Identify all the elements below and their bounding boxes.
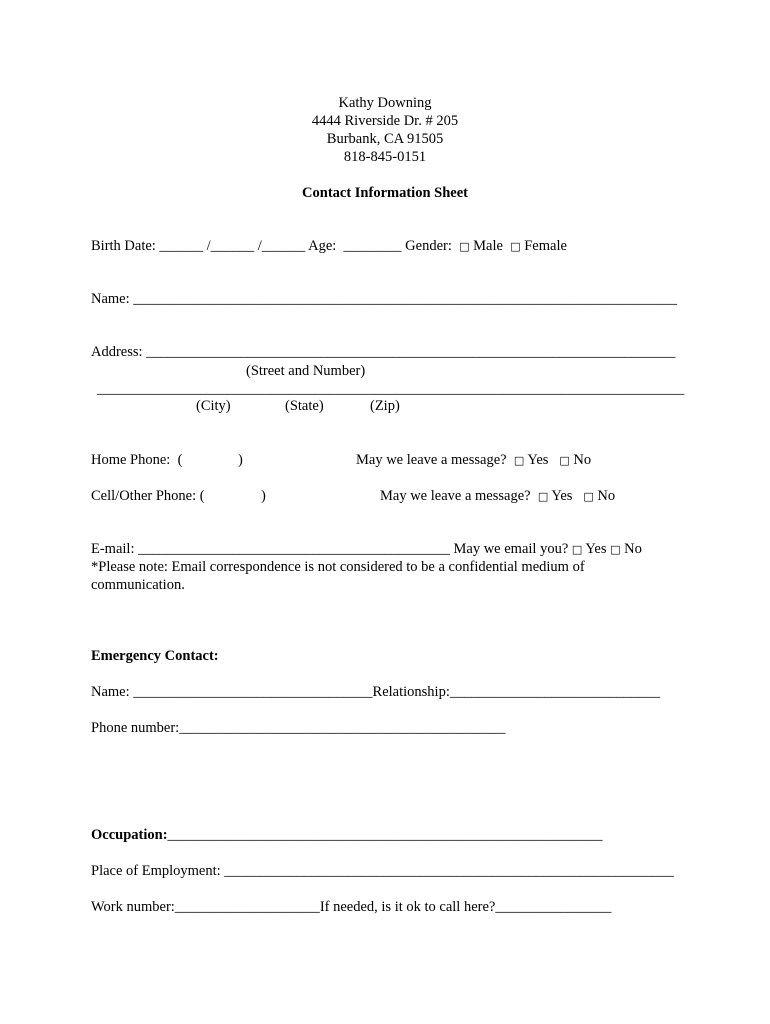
email-no-label: No: [624, 541, 642, 557]
city-hint: (City): [196, 398, 231, 414]
email-question: May we email you?: [453, 541, 569, 557]
email-row: [91, 540, 642, 559]
header-phone: 818-845-0151: [343, 149, 427, 165]
emergency-heading: Emergency Contact:: [91, 648, 219, 664]
occupation-field[interactable]: ____________________________________________________________: [167, 827, 603, 843]
occupation-row: [91, 826, 603, 844]
cell-phone-close: ): [261, 488, 266, 504]
cell-phone-label: Cell/Other Phone: (: [91, 488, 205, 504]
female-checkbox[interactable]: □: [510, 240, 521, 253]
home-message-no-checkbox[interactable]: □: [559, 454, 570, 467]
gender-label: Gender:: [405, 238, 452, 254]
emergency-phone-field[interactable]: Phone number:_____________________________________________: [91, 720, 506, 736]
email-yes-label: Yes: [585, 541, 607, 557]
cell-message-question: May we leave a message?: [380, 488, 531, 504]
birth-age-gender-row: [91, 237, 567, 256]
occupation-label: Occupation:: [91, 827, 168, 843]
header-street: 4444 Riverside Dr. # 205: [311, 113, 459, 129]
emergency-row: [91, 683, 660, 701]
birth-date-field[interactable]: ______ /______ /______: [155, 238, 309, 254]
home-phone-label: Home Phone: (: [91, 452, 183, 468]
cell-message-yes-checkbox[interactable]: □: [537, 490, 549, 503]
zip-hint: (Zip): [370, 398, 400, 414]
birth-date-label: Birth Date:: [91, 238, 156, 254]
male-label: Male: [473, 238, 503, 254]
ok-to-call-field[interactable]: If needed, is it ok to call here?________________: [319, 899, 612, 915]
emergency-name-field[interactable]: Name: _________________________________: [91, 684, 373, 700]
male-checkbox[interactable]: □: [459, 240, 470, 253]
state-hint: (State): [285, 398, 324, 414]
home-message-yes-label: Yes: [527, 452, 549, 468]
city-state-zip-field[interactable]: _________________________________________________________________________________: [97, 381, 685, 397]
header-name: Kathy Downing: [338, 95, 432, 111]
place-of-employment-field[interactable]: Place of Employment: ______________________________________________________________: [91, 863, 674, 879]
work-number-field[interactable]: Work number:____________________: [91, 899, 320, 915]
email-note-line-1: *Please note: Email correspondence is not considered to be a confidential medium of: [91, 559, 585, 575]
email-no-checkbox[interactable]: □: [610, 543, 621, 556]
home-message-row: [356, 451, 591, 470]
street-hint: (Street and Number): [246, 363, 366, 379]
cell-message-yes-label: Yes: [551, 488, 573, 504]
female-label: Female: [524, 238, 567, 254]
address-field[interactable]: Address: _________________________________________________________________________: [91, 344, 676, 360]
home-phone-close: ): [238, 452, 243, 468]
age-label: Age:: [308, 238, 337, 254]
cell-message-no-label: No: [597, 488, 616, 504]
home-message-question: May we leave a message?: [356, 452, 507, 468]
email-note-line-2: communication.: [91, 577, 185, 593]
header-city-state-zip: Burbank, CA 91505: [326, 131, 444, 147]
emergency-relationship-field[interactable]: Relationship:_____________________________: [372, 684, 661, 700]
name-field[interactable]: Name: ___________________________________________________________________________: [91, 291, 678, 307]
work-number-row: [91, 898, 611, 916]
age-field[interactable]: ________: [336, 238, 406, 254]
email-yes-checkbox[interactable]: □: [571, 543, 583, 556]
email-field[interactable]: E-mail: ___________________________________________: [91, 541, 454, 557]
home-message-yes-checkbox[interactable]: □: [513, 454, 525, 467]
cell-message-no-checkbox[interactable]: □: [583, 490, 594, 503]
home-message-no-label: No: [573, 452, 592, 468]
cell-message-row: [380, 487, 615, 506]
form-title: Contact Information Sheet: [302, 185, 468, 201]
